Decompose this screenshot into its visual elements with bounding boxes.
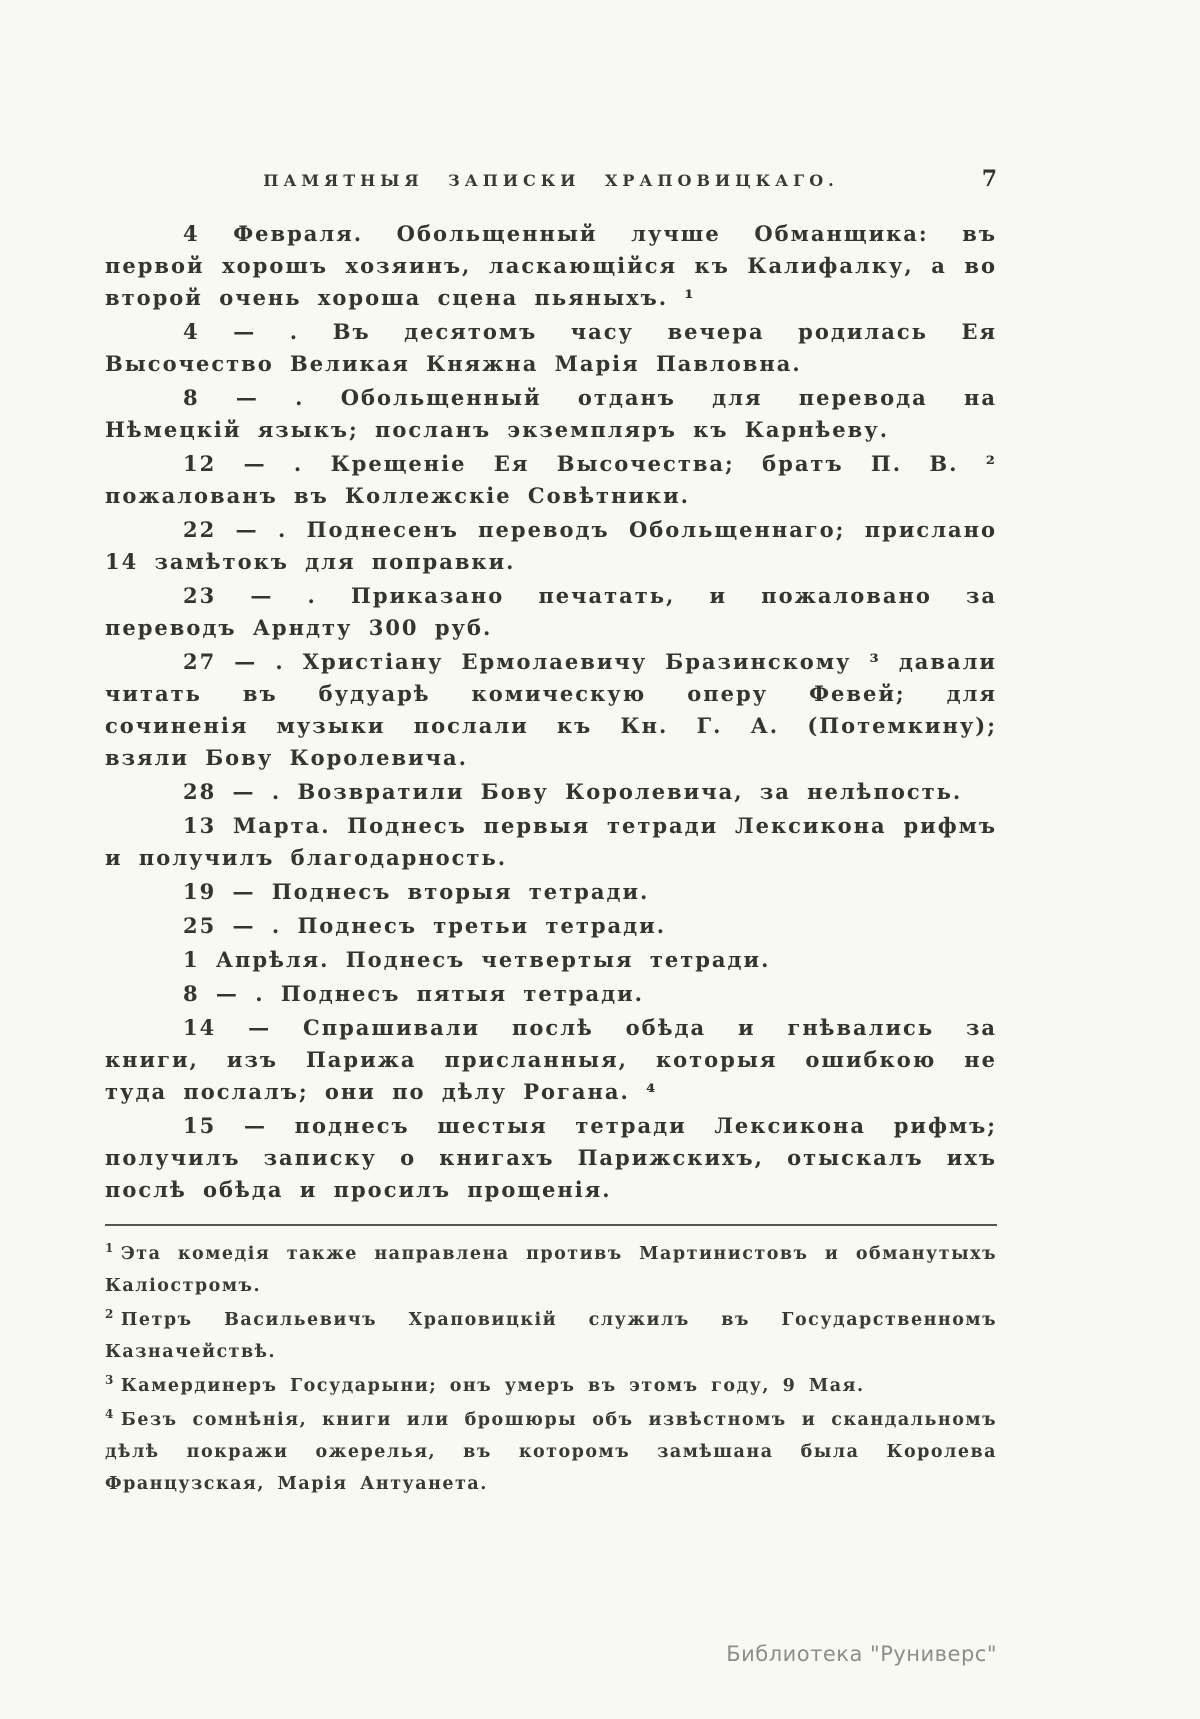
paragraph: 27 — . Христіану Ермолаевичу Бразинскому ³ давали читать въ будуарѣ комическую оперу Февей; для сочиненія музыки послали къ Кн. Г. А. (Потемкину); взяли Бову Королевича. [105, 649, 997, 770]
footnotes-section [105, 1238, 997, 1500]
text-block [105, 166, 997, 1502]
footnote-text: Петръ Васильевичъ Храповицкій служилъ въ Государственномъ Казначействѣ. [105, 1310, 997, 1362]
page-header [105, 166, 997, 192]
footnote [105, 1370, 997, 1402]
footnote [105, 1238, 997, 1302]
footnote [105, 1304, 997, 1368]
paragraph: 1 Апрѣля. Поднесъ четвертыя тетради. [183, 947, 771, 972]
main-text [105, 218, 997, 1206]
paragraph: 19 — Поднесъ вторыя тетради. [183, 879, 650, 904]
paragraph: 8 — . Обольщенный отданъ для перевода на Нѣмецкій языкъ; посланъ экземпляръ къ Карнѣеву. [105, 385, 997, 442]
footnote-marker: 2 [105, 1307, 115, 1322]
paragraph: 22 — . Поднесенъ переводъ Обольщеннаго; прислано 14 замѣтокъ для поправки. [105, 517, 997, 574]
paragraph: 14 — Спрашивали послѣ обѣда и гнѣвались за книги, изъ Парижа присланныя, которыя ошибкою не туда послалъ; они по дѣлу Рогана. ⁴ [105, 1015, 997, 1104]
running-title: ПАМЯТНЫЯ ЗАПИСКИ ХРАПОВИЦКАГО. [263, 171, 839, 190]
paragraph: 13 Марта. Поднесъ первыя тетради Лексикона рифмъ и получилъ благодарность. [105, 813, 997, 870]
footnote [105, 1404, 997, 1500]
paragraph: 12 — . Крещеніе Ея Высочества; братъ П. В. ² пожалованъ въ Коллежскіе Совѣтники. [105, 451, 997, 508]
page-number: 7 [981, 166, 997, 192]
paragraph: 15 — поднесъ шестыя тетради Лексикона рифмъ; получилъ записку о книгахъ Парижскихъ, отыскалъ ихъ послѣ обѣда и просилъ прощенія. [105, 1113, 997, 1202]
footnote-marker: 1 [105, 1241, 115, 1256]
footnote-text: Безъ сомнѣнія, книги или брошюры объ извѣстномъ и скандальномъ дѣлѣ покражи ожерелья, въ которомъ замѣшана была Королева Французская, Марія Антуанета. [105, 1410, 997, 1494]
library-watermark: Библиотека "Руниверс" [726, 1642, 997, 1666]
footnote-text: Камердинеръ Государыни; онъ умеръ въ этомъ году, 9 Мая. [120, 1376, 865, 1396]
paragraph: 23 — . Приказано печатать, и пожаловано за переводъ Арндту 300 руб. [105, 583, 997, 640]
paragraph: 28 — . Возвратили Бову Королевича, за нелѣпость. [183, 779, 963, 804]
footnote-divider [105, 1224, 997, 1226]
footnote-marker: 4 [105, 1407, 115, 1422]
footnote-text: Эта комедія также направлена противъ Мартинистовъ и обманутыхъ Каліостромъ. [105, 1244, 997, 1296]
paragraph: 4 — . Въ десятомъ часу вечера родилась Ея Высочество Великая Княжна Марія Павловна. [105, 319, 997, 376]
footnote-marker: 3 [105, 1373, 115, 1388]
paragraph: 4 Февраля. Обольщенный лучше Обманщика: въ первой хорошъ хозяинъ, ласкающійся къ Калифалку, а во второй очень хороша сцена пьяныхъ. ¹ [105, 221, 997, 310]
paragraph: 8 — . Поднесъ пятыя тетради. [183, 981, 644, 1006]
paragraph: 25 — . Поднесъ третьи тетради. [183, 913, 667, 938]
